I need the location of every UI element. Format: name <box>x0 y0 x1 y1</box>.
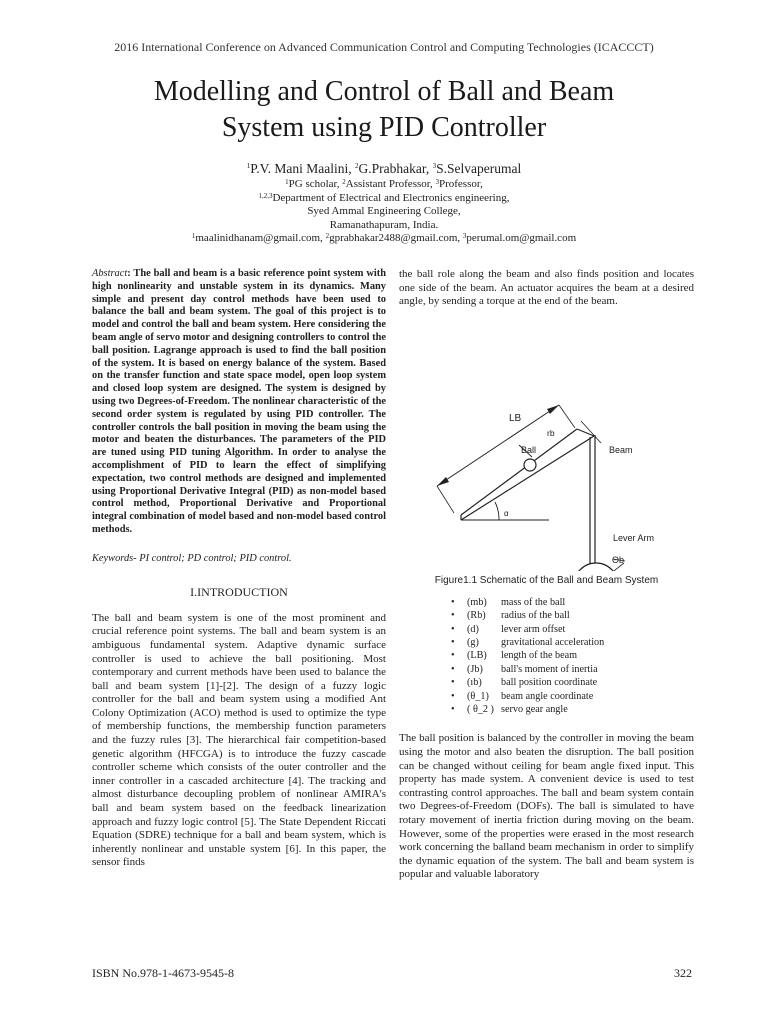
beam-upper-line <box>461 429 577 515</box>
symbol-description: gravitational acceleration <box>501 637 605 648</box>
bullet-icon: • <box>451 596 455 608</box>
department-line: $^{1,2,3}$Department of Electrical and Electronics engineering, <box>258 191 510 204</box>
right-body-text: The ball position is balanced by the controller in moving the beam using the motor and also beaten the disruption. The ball position can be changed without ceiling for beam angle fixed input. This property has made system. A convenient device is used to test contrasting control approaches. The ball and beam system contain two Degrees-of-Freedom (DOFs). The ball is simulated to have rotary movement of inertia friction during moving on the beam. However, some of the properties were erased in the most research work concerning the balland beam mechanism in order to simplify the dynamic equation of the system. The ball and beam system is popular and valuable laboratory <box>399 732 694 881</box>
ball-shape <box>524 459 536 471</box>
title-line-1: Modelling and Control of Ball and Beam <box>153 76 615 107</box>
symbol: (LB) <box>467 650 487 662</box>
lb-ext-right <box>559 405 575 428</box>
section-heading-introduction: I.INTRODUCTION <box>190 584 288 599</box>
symbol-list-item <box>399 636 694 649</box>
paper-title <box>0 74 768 146</box>
beam-label: Beam <box>609 444 633 455</box>
page-number: 322 <box>674 966 692 980</box>
symbol-list-item <box>399 663 694 676</box>
symbol: (ıb) <box>467 677 482 689</box>
college-line: Syed Ammal Engineering College, <box>307 205 461 218</box>
symbol-list-item <box>399 690 694 703</box>
bullet-icon: • <box>451 610 455 622</box>
email-1[interactable]: maalinidhanam@gmail.com, <box>195 232 326 245</box>
symbol: (θ_1) <box>467 690 489 702</box>
lb-arrow-left <box>437 477 449 486</box>
lb-dimension-line <box>437 405 559 486</box>
left-column <box>92 268 386 870</box>
symbol-list-item <box>399 703 694 716</box>
city-line: Ramanathapuram, India. <box>329 218 439 231</box>
theta-label: Θb <box>612 554 625 565</box>
bullet-icon: • <box>451 650 455 662</box>
email-2[interactable]: gprabhakar2488@gmail.com, <box>329 232 463 245</box>
symbol-description: radius of the ball <box>501 610 570 622</box>
symbol-list-item <box>399 609 694 622</box>
ball-beam-diagram <box>399 323 694 571</box>
alpha-label: α <box>504 508 509 518</box>
ball-beam-schematic-figure <box>399 323 694 571</box>
rb-label: rb <box>547 427 555 438</box>
author-sup-2: 2 <box>355 162 359 170</box>
symbol-description: servo gear angle <box>501 704 568 716</box>
bullet-icon: • <box>451 637 455 648</box>
conference-header: 2016 International Conference on Advanced Communication Control and Computing Technologies (ICACCCT) <box>114 40 654 54</box>
title-line-2: System using PID Controller <box>221 112 547 143</box>
bullet-icon: • <box>451 677 455 689</box>
affiliations <box>0 178 768 246</box>
footer-isbn: ISBN No.978-1-4673-9545-8 <box>92 966 234 980</box>
author-2: G.Prabhakar, <box>358 161 433 176</box>
bullet-icon: • <box>451 690 455 702</box>
symbol-description: beam angle coordinate <box>501 690 594 702</box>
lb-arrow-right <box>547 405 559 414</box>
symbol: (g) <box>467 637 479 648</box>
bullet-icon: • <box>451 623 455 635</box>
alpha-arc <box>495 502 499 520</box>
abstract-label: Abstract <box>92 268 128 279</box>
roles-line: $^1$PG scholar, $^2$Assistant Professor, $^3$Professor, <box>285 178 483 190</box>
right-intro-text: the ball role along the beam and also finds position and locates one side of the beam. An actuator acquires the beam at a desired angle, by sending a torque at the end of the beam. <box>399 268 694 308</box>
symbol-list-item <box>399 596 694 609</box>
author-3: S.Selvaperumal <box>436 161 522 176</box>
author-sup-1: 1 <box>246 162 251 170</box>
symbol-list-item <box>399 676 694 689</box>
symbol-description: mass of the ball <box>501 596 566 608</box>
symbol-list <box>399 596 694 717</box>
right-column <box>399 268 694 882</box>
lb-label: LB <box>509 412 522 424</box>
lb-ext-left <box>437 486 454 513</box>
email-3[interactable]: perumal.om@gmail.com <box>466 232 577 245</box>
figure-caption: Figure1.1 Schematic of the Ball and Beam System <box>434 574 659 586</box>
author-list <box>0 160 768 177</box>
keywords: Keywords- PI control; PD control; PID control. <box>92 552 292 564</box>
symbol: (Rb) <box>467 610 486 622</box>
email-line: $^1$maalinidhanam@gmail.com, $^2$gprabhakar2488@gmail.com, $^3$perumal.om@gmail.com <box>191 232 577 245</box>
symbol-description: lever arm offset <box>501 623 566 635</box>
bullet-icon: • <box>451 663 455 675</box>
symbol: (d) <box>467 623 479 635</box>
abstract <box>92 268 386 537</box>
abstract-text: : The ball and beam is a basic reference point system with high nonlinearity and unstable system in its dynamics. Many simple and present day control methods have been used to balance the ball and beam system. The goal of this project is to model and control the ball and beam system. Here considering the beam angle of servo motor and designing controllers to control the ball position. Lagrange approach is used to find the ball position of the system. It is based on energy balance of the system. Based on the transfer function and state space model, open loop system and closed loop system are designed. The system is designed by using two Degrees-of-Freedom. The nonlinear characteristic of the second order system is regulated by using PID controller. The controller controls the ball position in moving the beam using the motor and beaten the disturbances. The parameters of the PID are tuned using PID tuning Algorithm. In order to analyse the accomplishment of PID to learn the effect of simplifying expectation, two control methods are designed and implemented using Proportional Derivative Integral (PID) as non-model based control method, Proportional Derivative and Proportional integral combination of model based and non-model based control methods. <box>92 268 386 535</box>
symbol: ( θ_2 ) <box>467 704 494 716</box>
symbol: (Jb) <box>467 663 483 675</box>
lever-arm-label: Lever Arm <box>613 532 655 543</box>
symbol-list-item <box>399 623 694 636</box>
symbol: (mb) <box>467 596 487 608</box>
symbol-description: length of the beam <box>501 650 578 662</box>
author-1: P.V. Mani Maalini, <box>250 161 356 176</box>
introduction-text: The ball and beam system is one of the most prominent and crucial reference point systems. The ball and beam system is an ambiguous fundamental system. Adaptive dynamic surface controller is used to achieve the ball positioning. Most contemporary and current methods have been used to balance the ball and beam system [1]-[2]. The design of a fuzzy logic controller for the ball and beam system using a modified Ant Colony Optimization (ACO) method is used to optimize the type of membership functions, the membership function parameters and the fuzzy rules [3]. The hierarchical fair competition-based genetic algorithm (HFCGA) is to introduce the fuzzy cascade controller scheme which consists of the outer controller and the inner controller in a cascaded architecture [4]. The tracking and almost disturbance decoupling problem of nonlinear AMIRA's ball and beam system based on the feedback linearization approach and fuzzy logic control [5]. The State Dependent Riccati Equation (SDRE) technique for a ball and beam system, which is inherently nonlinear and unstable system [6]. In this paper, the sensor finds <box>92 611 386 869</box>
symbol-description: ball position coordinate <box>501 677 598 689</box>
ball-label: Ball <box>521 444 537 455</box>
symbol-description: ball's moment of inertia <box>501 663 598 675</box>
symbol-list-item <box>399 649 694 662</box>
bullet-icon: • <box>451 704 455 716</box>
author-sup-3: 3 <box>432 162 437 170</box>
